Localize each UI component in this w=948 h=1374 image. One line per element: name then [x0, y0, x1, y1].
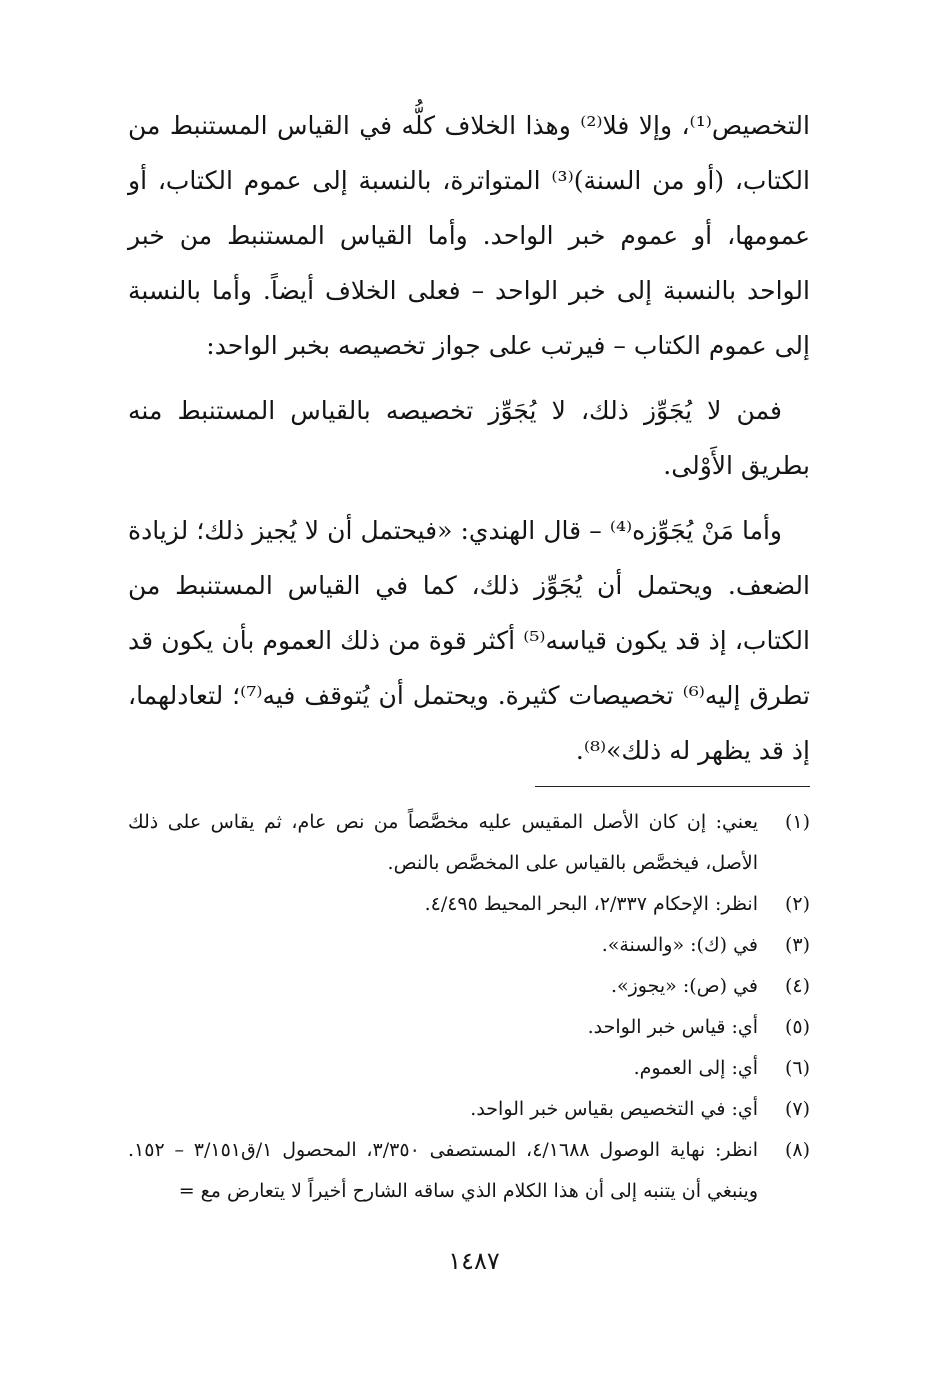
footnote-number: (٧) [784, 1098, 810, 1120]
footnote-6 [128, 1048, 810, 1089]
paragraph-3: وأما مَنْ يُجَوِّزه⁽⁴⁾ – قال الهندي: «فيحتمل أن لا يُجيز ذلك؛ لزيادة الضعف. ويحتمل أن يُجَوِّز ذلك، كما في القياس المستنبط من الكتاب، إذ قد يكون قياسه⁽⁵⁾ أكثر قوة من ذلك العموم بأن يكون قد تطرق إليه⁽⁶⁾ تخصيصات كثيرة. ويحتمل أن يُتوقف فيه⁽⁷⁾؛ لتعادلهما، إذ قد يظهر له ذلك»⁽⁸⁾. [128, 516, 810, 765]
footnote-number: (٤) [784, 975, 810, 997]
footnote-number: (٨) [784, 1139, 810, 1161]
footnote-number: (٣) [784, 934, 810, 956]
footnote-text: أي: قياس خبر الواحد. [587, 1016, 758, 1038]
footnote-3 [128, 925, 810, 966]
paragraph-1: التخصيص⁽¹⁾، وإلا فلا⁽²⁾ وهذا الخلاف كلُّه في القياس المستنبط من الكتاب، (أو من السنة)⁽³⁾ المتواترة، بالنسبة إلى عموم الكتاب، أو عمومها، أو عموم خبر الواحد. وأما القياس المستنبط من خبر الواحد بالنسبة إلى خبر الواحد – فعلى الخلاف أيضاً. وأما بالنسبة إلى عموم الكتاب – فيرتب على جواز تخصيصه بخبر الواحد: [128, 111, 810, 360]
footnote-1 [128, 802, 810, 884]
footnote-text: انظر: نهاية الوصول ٤/١٦٨٨، المستصفى ٣/٣٥٠، المحصول ١/ق٣/١٥١ – ١٥٢. وينبغي أن يتنبه إلى أن هذا الكلام الذي ساقه الشارح أخيراً لا يتعارض مع = [128, 1139, 759, 1202]
footnote-number: (٦) [784, 1057, 810, 1079]
footnote-text: أي: في التخصيص بقياس خبر الواحد. [470, 1098, 758, 1120]
paragraph-2: فمن لا يُجَوِّز ذلك، لا يُجَوِّز تخصيصه بالقياس المستنبط منه بطريق الأَوْلى. [128, 396, 810, 480]
footnote-text: انظر: الإحكام ٢/٣٣٧، البحر المحيط ٤/٤٩٥. [424, 893, 758, 915]
footnote-number: (٢) [784, 893, 810, 915]
footnote-separator [535, 786, 810, 787]
footnote-8 [128, 1130, 810, 1212]
footnote-7 [128, 1089, 810, 1130]
footnote-text: أي: إلى العموم. [633, 1057, 758, 1079]
footnote-text: في (ك): «والسنة». [601, 934, 758, 956]
footnote-5 [128, 1007, 810, 1048]
footnote-text: يعني: إن كان الأصل المقيس عليه مخصَّصاً من نص عام، ثم يقاس على ذلك الأصل، فيخصَّص بالقياس على المخصَّص بالنص. [128, 811, 758, 874]
footnotes [128, 802, 810, 1212]
footnote-text: في (ص): «يجوز». [610, 975, 758, 997]
footnote-number: (٥) [784, 1016, 810, 1038]
footnote-number: (١) [784, 811, 810, 833]
footnote-2 [128, 884, 810, 925]
main-text [128, 98, 810, 778]
footnote-4 [128, 966, 810, 1007]
page-number: ١٤٨٧ [448, 1247, 500, 1275]
